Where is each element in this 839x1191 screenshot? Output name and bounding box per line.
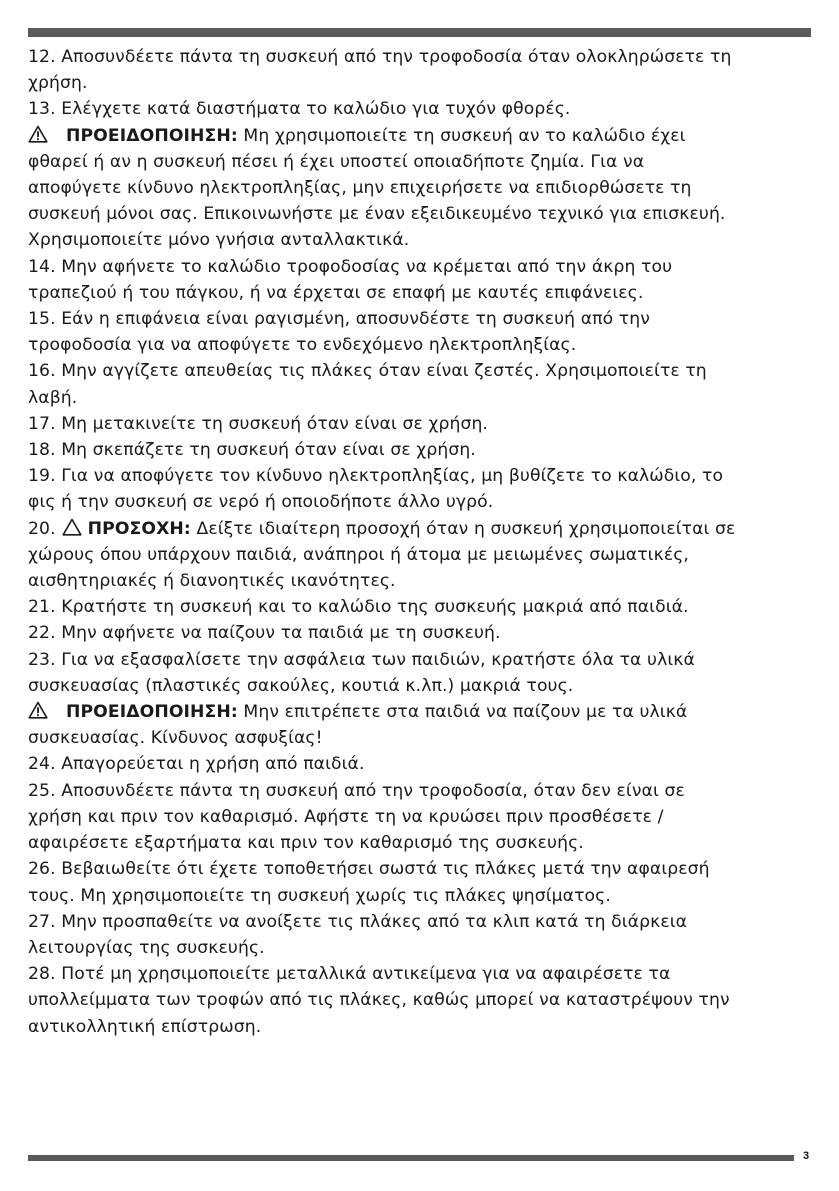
text-line: 23. Για να εξασφαλίσετε την ασφάλεια των παιδιών, κρατήστε όλα τα υλικά	[28, 649, 695, 670]
text-line: αντικολλητική επίστρωση.	[28, 1016, 262, 1037]
text-line: 25. Αποσυνδέετε πάντα τη συσκευή από την τροφοδοσία, όταν δεν είναι σε	[28, 780, 685, 801]
text-line: 13. Ελέγχετε κατά διαστήματα το καλώδιο για τυχόν φθορές.	[28, 99, 571, 120]
text-line: συσκευασίας (πλαστικές σακούλες, κουτιά κ.λπ.) μακριά τους.	[28, 675, 574, 696]
warning-line: ΠΡΟΕΙΔΟΠΟΙΗΣΗ: Μην επιτρέπετε στα παιδιά να παίζουν με τα υλικά	[28, 699, 811, 725]
text-line: χρήση.	[28, 73, 88, 94]
text-line: αφαιρέσετε εξαρτήματα και πριν τον καθαρισμό της συσκευής.	[28, 833, 584, 854]
text-line: 19. Για να αποφύγετε τον κίνδυνο ηλεκτροπληξίας, μη βυθίζετε το καλώδιο, το	[28, 466, 724, 487]
text-line: συσκευή μόνοι σας. Επικοινωνήστε με έναν εξειδικευμένο τεχνικό για επισκευή.	[28, 204, 726, 225]
instructions-text	[28, 44, 811, 1040]
top-rule	[28, 28, 811, 37]
text-line: 12. Αποσυνδέετε πάντα τη συσκευή από την τροφοδοσία όταν ολοκληρώσετε τη	[28, 47, 732, 67]
warning-label: ΠΡΟΕΙΔΟΠΟΙΗΣΗ:	[66, 125, 238, 146]
page-number: 3	[803, 1150, 810, 1162]
text-line: 28. Ποτέ μη χρησιμοποιείτε μεταλλικά αντικείμενα για να αφαιρέσετε τα	[28, 964, 671, 985]
text-line: λαβή.	[28, 387, 78, 408]
text-line: 15. Εάν η επιφάνεια είναι ραγισμένη, αποσυνδέστε τη συσκευή από την	[28, 309, 650, 330]
caution-triangle-icon	[62, 516, 84, 542]
text-line: αποφύγετε κίνδυνο ηλεκτροπληξίας, μην επιχειρήσετε να επιδιορθώσετε τη	[28, 178, 692, 199]
caution-line: 20. ΠΡΟΣΟΧΗ: Δείξτε ιδιαίτερη προσοχή όταν η συσκευή χρησιμοποιείται σε	[28, 516, 811, 542]
text-line: Χρησιμοποιείτε μόνο γνήσια ανταλλακτικά.	[28, 230, 410, 251]
warning-label: ΠΡΟΕΙΔΟΠΟΙΗΣΗ:	[66, 702, 238, 723]
text-line: αισθητηριακές ή διανοητικές ικανότητες.	[28, 571, 396, 592]
text-line: 16. Μην αγγίζετε απευθείας τις πλάκες όταν είναι ζεστές. Χρησιμοποιείτε τη	[28, 361, 707, 382]
text-line: φθαρεί ή αν η συσκευή πέσει ή έχει υποστεί οποιαδήποτε ζημία. Για να	[28, 151, 645, 172]
bottom-rule	[28, 1155, 794, 1161]
text-line: τους. Μη χρησιμοποιείτε τη συσκευή χωρίς τις πλάκες ψησίματος.	[28, 885, 611, 906]
text-line: φις ή την συσκευή σε νερό ή οποιοδήποτε άλλο υγρό.	[28, 492, 494, 513]
text-line: χώρους όπου υπάρχουν παιδιά, ανάπηροι ή άτομα με μειωμένες σωματικές,	[28, 544, 689, 565]
text-line: 17. Μη μετακινείτε τη συσκευή όταν είναι σε χρήση.	[28, 413, 488, 434]
text-line: τραπεζιού ή του πάγκου, ή να έρχεται σε επαφή με καυτές επιφάνειες.	[28, 282, 644, 303]
text-line: τροφοδοσία για να αποφύγετε το ενδεχόμενο ηλεκτροπληξίας.	[28, 335, 577, 356]
text-line: 24. Απαγορεύεται η χρήση από παιδιά.	[28, 754, 365, 775]
warning-line: ΠΡΟΕΙΔΟΠΟΙΗΣΗ: Μη χρησιμοποιείτε τη συσκευή αν το καλώδιο έχει	[28, 123, 811, 149]
text-line: 21. Κρατήστε τη συσκευή και το καλώδιο της συσκευής μακριά από παιδιά.	[28, 597, 689, 618]
warning-triangle-icon	[28, 123, 50, 149]
text-line: χρήση και πριν τον καθαρισμό. Αφήστε τη να κρυώσει πριν προσθέσετε /	[28, 806, 664, 827]
text-line: υπολλείμματα των τροφών από τις πλάκες, καθώς μπορεί να καταστρέψουν την	[28, 990, 730, 1011]
text-line: 14. Μην αφήνετε το καλώδιο τροφοδοσίας να κρέμεται από την άκρη του	[28, 256, 673, 277]
warning-triangle-icon	[28, 699, 50, 725]
text-line: 18. Μη σκεπάζετε τη συσκευή όταν είναι σε χρήση.	[28, 440, 476, 461]
text-line: 22. Μην αφήνετε να παίζουν τα παιδιά με τη συσκευή.	[28, 623, 501, 644]
text-line: συσκευασίας. Κίνδυνος ασφυξίας!	[28, 728, 323, 749]
text-line: 26. Βεβαιωθείτε ότι έχετε τοποθετήσει σωστά τις πλάκες μετά την αφαιρεσή	[28, 859, 710, 880]
caution-label: ΠΡΟΣΟΧΗ:	[87, 518, 191, 539]
text-line: λειτουργίας της συσκευής.	[28, 937, 265, 958]
text-line: 27. Μην προσπαθείτε να ανοίξετε τις πλάκες από τα κλιπ κατά τη διάρκεια	[28, 911, 688, 932]
